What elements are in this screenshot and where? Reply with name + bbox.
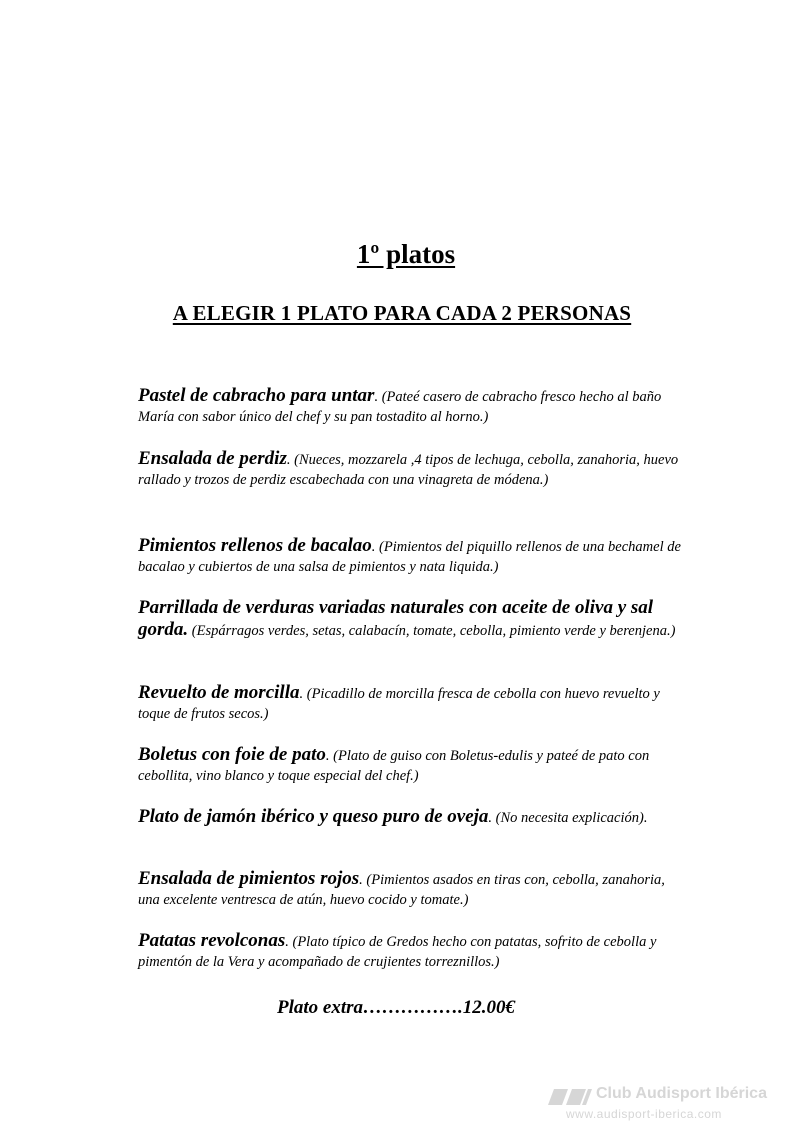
dish-name: Ensalada de perdiz — [138, 448, 287, 469]
dish-item — [138, 683, 686, 724]
watermark-url: www.audisport-iberica.com — [566, 1107, 722, 1121]
dish-description: . (Plato de guiso con Boletus-edulis y pateé de pato con cebollita, vino blanco y toque especial del chef.) — [138, 748, 650, 784]
dish-name: Ensalada de pimientos rojos — [138, 868, 360, 889]
dish-item — [138, 449, 686, 490]
dish-item — [138, 931, 686, 972]
dish-name: Patatas revolconas — [138, 930, 286, 951]
extra-price: Plato extra…………….12.00€ — [276, 997, 516, 1018]
dish-description: . (Pimientos del piquillo rellenos de una bechamel de bacalao y cubiertos de una salsa de pimientos y nata liquida.) — [138, 539, 681, 575]
dish-description: . (No necesita explicación). — [488, 810, 648, 826]
dish-description: . (Pimientos asados en tiras con, cebolla, zanahoria, una excelente ventresca de atún, huevo cocido y tomate.) — [138, 872, 665, 908]
page-title: 1º platos — [356, 239, 456, 269]
dish-description: . (Pateé casero de cabracho fresco hecho al baño María con sabor único del chef y su pan tostadito al horno.) — [138, 389, 662, 425]
dish-name: Pastel de cabracho para untar — [138, 385, 375, 406]
dish-item — [138, 745, 686, 786]
dish-name: Parrillada de verduras variadas naturales con aceite de oliva y sal gorda. — [138, 597, 654, 640]
watermark — [546, 1083, 796, 1127]
dish-description: . (Plato típico de Gredos hecho con patatas, sofrito de cebolla y pimentón de la Vera y acompañado de crujientes torreznillos.) — [138, 934, 657, 970]
dish-item — [138, 386, 686, 427]
dish-item — [138, 869, 686, 910]
dish-name: Plato de jamón ibérico y queso puro de oveja — [138, 806, 489, 827]
dish-item — [138, 536, 686, 577]
dish-name: Revuelto de morcilla — [138, 682, 300, 703]
watermark-name: Club Audisport Ibérica — [596, 1085, 767, 1102]
club-logo-icon — [548, 1089, 592, 1105]
dish-name: Pimientos rellenos de bacalao — [138, 535, 372, 556]
dish-name: Boletus con foie de pato — [138, 744, 326, 765]
dish-description: . (Nueces, mozzarela ,4 tipos de lechuga, cebolla, zanahoria, huevo rallado y trozos de perdiz escabechada con una vinagreta de módena.) — [138, 452, 679, 488]
dish-item — [138, 597, 686, 642]
page-subtitle: A ELEGIR 1 PLATO PARA CADA 2 PERSONAS — [172, 301, 632, 325]
dish-item — [138, 807, 686, 828]
dish-description: (Espárragos verdes, setas, calabacín, tomate, cebolla, pimiento verde y berenjena.) — [188, 623, 676, 639]
dish-description: . (Picadillo de morcilla fresca de cebolla con huevo revuelto y toque de frutos secos.) — [138, 686, 660, 722]
